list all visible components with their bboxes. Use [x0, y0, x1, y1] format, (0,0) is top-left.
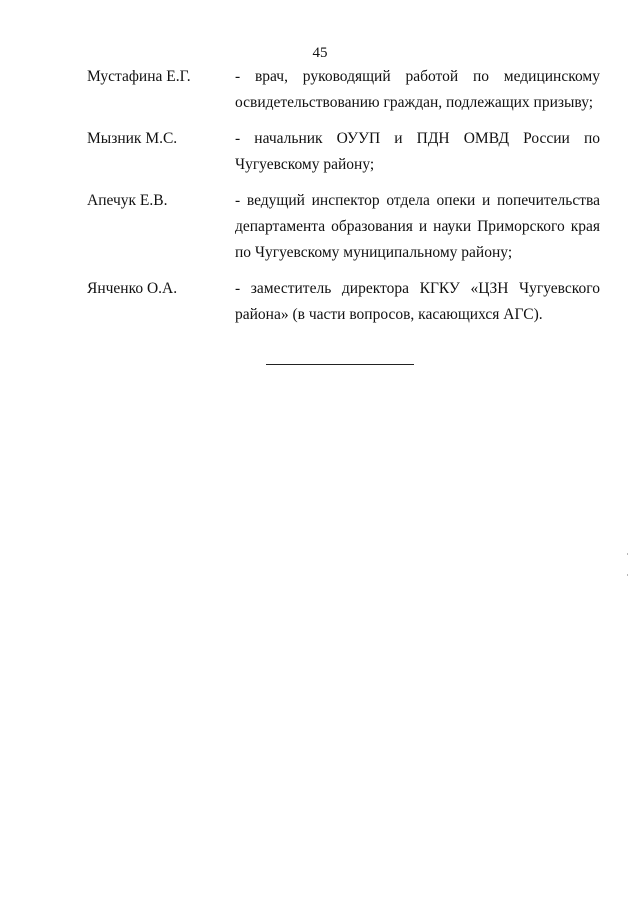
members-list: [87, 64, 600, 338]
member-name: Мызник М.С.: [87, 130, 178, 147]
member-name: Мустафина Е.Г.: [87, 68, 191, 85]
member-role: - начальник ОУУП и ПДН ОМВД России по Чугуевскому району;: [235, 130, 600, 173]
scan-speck: [627, 553, 628, 555]
member-role: - заместитель директора КГКУ «ЦЗН Чугуевского района» (в части вопросов, касающихся АГС).: [235, 280, 600, 323]
page-number: 45: [312, 45, 328, 61]
list-item: [87, 276, 600, 328]
scan-speck: [627, 574, 628, 576]
member-name: Апечук Е.В.: [87, 192, 168, 209]
end-divider: [266, 364, 414, 365]
list-item: [87, 126, 600, 178]
member-name: Янченко О.А.: [87, 280, 178, 297]
list-item: [87, 188, 600, 266]
list-item: [87, 64, 600, 116]
member-role: - врач, руководящий работой по медицинскому освидетельствованию граждан, подлежащих призыву;: [235, 68, 600, 111]
member-role: - ведущий инспектор отдела опеки и попечительства департамента образования и науки Приморского края по Чугуевскому муниципальному району;: [235, 192, 600, 261]
